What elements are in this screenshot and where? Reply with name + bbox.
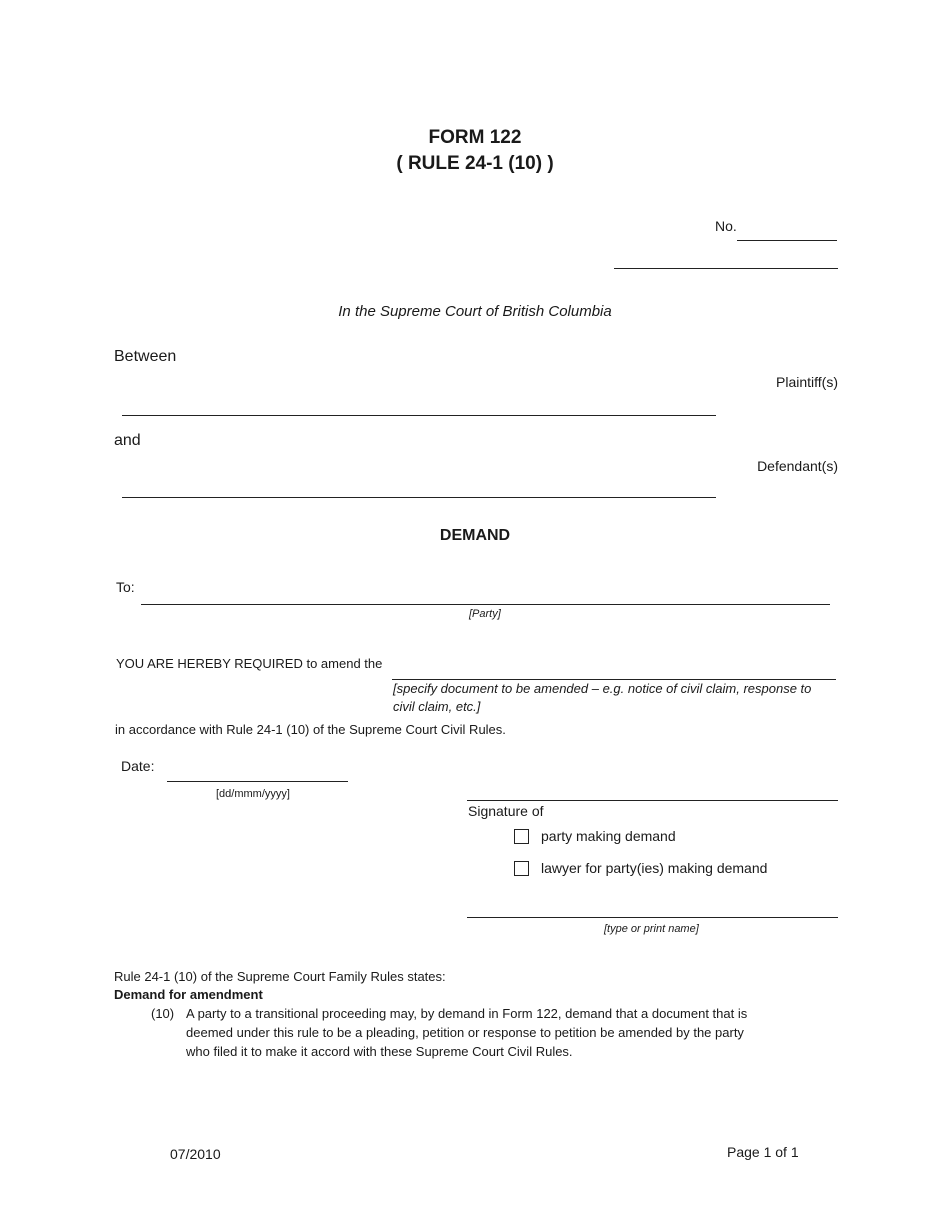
court-name: In the Supreme Court of British Columbia (338, 303, 612, 320)
lawyer-label: lawyer for party(ies) making demand (541, 860, 768, 876)
rule-number: (10) (151, 1006, 175, 1021)
name-hint: [type or print name] (604, 923, 699, 935)
party-hint: [Party] (469, 608, 501, 620)
rule-line-1: A party to a transitional proceeding may, by demand in Form 122, demand that a document that is (186, 1006, 748, 1021)
rule-line-3: who filed it to make it accord with these Supreme Court Civil Rules. (186, 1044, 573, 1059)
document-to-amend-field[interactable] (392, 679, 836, 680)
required-text: YOU ARE HEREBY REQUIRED to amend the (116, 656, 383, 671)
lawyer-checkbox[interactable] (514, 861, 529, 876)
printed-name-field[interactable] (467, 917, 838, 918)
demand-heading: DEMAND (439, 527, 511, 544)
signature-field[interactable] (467, 800, 838, 801)
form-title: FORM 122 (428, 127, 522, 148)
to-party-field[interactable] (141, 604, 830, 605)
form-version: 07/2010 (170, 1146, 221, 1162)
file-number-label: No. (715, 218, 737, 234)
date-label: Date: (121, 758, 155, 774)
accordance-text: in accordance with Rule 24-1 (10) of the Supreme Court Civil Rules. (115, 722, 506, 737)
specify-hint-line1: [specify document to be amended – e.g. notice of civil claim, response to (393, 681, 812, 696)
signature-of-label: Signature of (468, 803, 544, 819)
rule-intro: Rule 24-1 (10) of the Supreme Court Family Rules states: (114, 969, 446, 984)
date-hint: [dd/mmm/yyyy] (216, 788, 290, 800)
specify-hint-line2: civil claim, etc.] (393, 699, 481, 714)
date-field[interactable] (167, 781, 348, 782)
rule-reference: ( RULE 24-1 (10) ) (396, 153, 554, 174)
to-label: To: (116, 579, 135, 595)
between-label: Between (114, 348, 177, 365)
party-making-demand-label: party making demand (541, 828, 676, 844)
registry-field[interactable] (614, 268, 838, 269)
defendant-name-field[interactable] (122, 497, 716, 498)
file-number-field[interactable] (737, 240, 837, 241)
plaintiff-name-field[interactable] (122, 415, 716, 416)
rule-line-2: deemed under this rule to be a pleading, petition or response to petition be amended by the party (186, 1025, 744, 1040)
page-number: Page 1 of 1 (727, 1144, 799, 1160)
rule-heading: Demand for amendment (114, 987, 263, 1002)
defendant-label: Defendant(s) (757, 458, 838, 474)
party-making-demand-checkbox[interactable] (514, 829, 529, 844)
and-label: and (114, 432, 141, 449)
plaintiff-label: Plaintiff(s) (776, 374, 838, 390)
